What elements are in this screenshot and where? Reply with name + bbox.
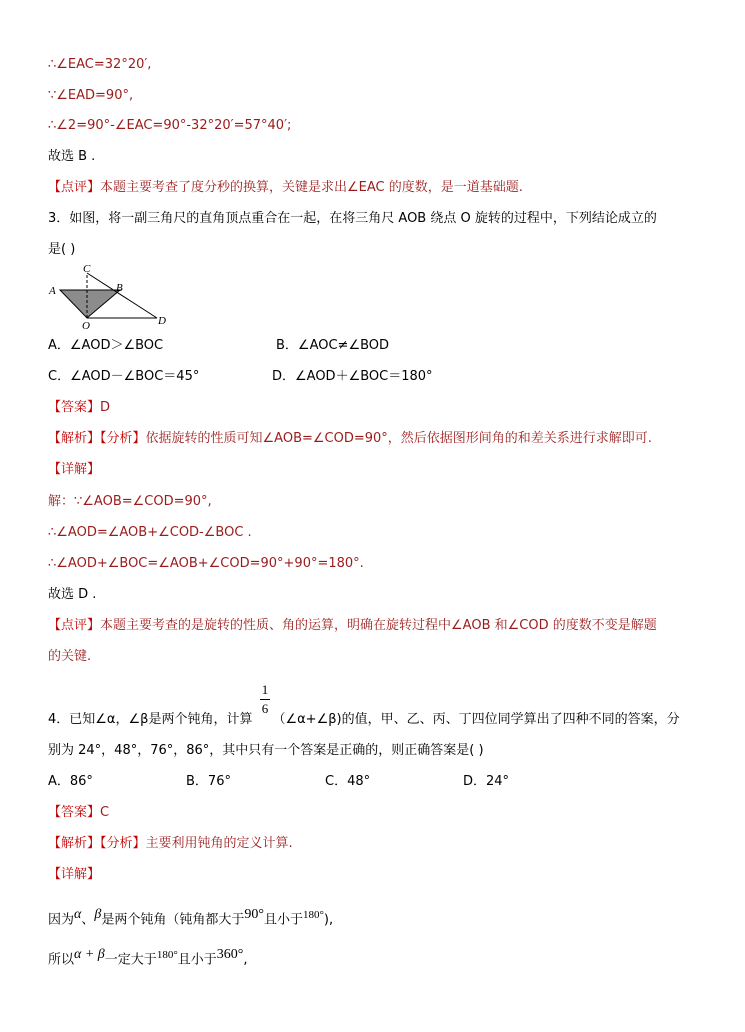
text-comma: ,	[243, 952, 248, 968]
q4-stem-post: （∠α+∠β)的值，甲、乙、丙、丁四位同学算出了四种不同的答案，分	[272, 712, 680, 727]
q3-comment	[48, 617, 657, 635]
q4-stem-line-2: 别为 24°，48°，76°，86°，其中只有一个答案是正确的，则正确答案是( )	[48, 743, 484, 758]
label-b: B	[116, 282, 123, 294]
label-c: C	[83, 264, 91, 275]
answer-tag: 【答案】	[48, 805, 101, 820]
fraction-numerator: 1	[261, 682, 269, 697]
text-because: 因为	[48, 912, 75, 928]
q3-option-b: B．∠AOC≠∠BOD	[276, 338, 390, 353]
text-greater: 一定大于	[104, 952, 157, 968]
label-o: O	[82, 320, 90, 332]
deg-90: 90°	[244, 907, 264, 922]
q3-detail-tag: 【详解】	[48, 462, 101, 477]
q3-stem-line-1: 3．如图，将一副三角尺的直角顶点重合在一起，在将三角尺 AOB 绕点 O 旋转的过程中，下列结论成立的	[48, 211, 657, 226]
q4-option-b: B．76°	[186, 774, 231, 789]
q3-option-a: A．∠AOD＞∠BOC	[48, 338, 164, 353]
deg-180-a: 180°	[303, 909, 324, 921]
text-and-less: 且小于	[177, 952, 217, 968]
analysis-tag: 【解析】【分析】	[48, 836, 146, 851]
deg-360: 360°	[216, 947, 244, 962]
text-and-less: 且小于	[264, 912, 304, 928]
solution-line-1: ∴∠EAC=32°20′,	[48, 57, 152, 72]
q3-solution-line-2: ∴∠AOD=∠AOB+∠COD-∠BOC .	[48, 525, 252, 540]
fraction-denominator: 6	[261, 701, 269, 716]
text-obtuse: 是两个钝角（钝角都大于	[101, 912, 245, 928]
q4-detail-line-2	[48, 944, 247, 971]
q4-stem-pre: 4．已知∠α，∠β是两个钝角，计算	[48, 712, 253, 727]
q4-stem-line-1	[48, 711, 680, 729]
q3-comment-line-2: 的关键.	[48, 649, 92, 664]
q3-figure	[44, 264, 176, 332]
q4-option-a: A．86°	[48, 774, 93, 789]
q3-option-d: D．∠AOD＋∠BOC＝180°	[272, 369, 433, 384]
answer-tag: 【答案】	[48, 400, 101, 415]
text-close: ),	[323, 912, 334, 928]
separator: 、	[81, 912, 95, 928]
deg-180-b: 180°	[156, 949, 178, 961]
sum-expression: α + β	[74, 947, 105, 962]
comment-tag: 【点评】	[48, 618, 101, 633]
q3-solution-line-1: 解：∵∠AOB=∠COD=90°,	[48, 494, 212, 509]
analysis-tag: 【解析】【分析】	[48, 431, 146, 446]
alpha-symbol: α	[74, 907, 82, 922]
comment-text: 本题主要考查的是旋转的性质、角的运算，明确在旋转过程中∠AOB 和∠COD 的度数不变是解题	[100, 618, 657, 633]
solution-conclusion: 故选 B .	[48, 149, 96, 164]
q4-answer	[48, 804, 109, 822]
answer-value: D	[100, 400, 111, 415]
q3-answer	[48, 399, 110, 417]
q4-detail-line-1	[48, 904, 333, 931]
q4-detail-tag: 【详解】	[48, 867, 101, 882]
q4-option-c: C．48°	[325, 774, 371, 789]
comment-text: 本题主要考查了度分秒的换算，关键是求出∠EAC 的度数，是一道基础题.	[100, 180, 523, 195]
analysis-text: 依据旋转的性质可知∠AOB=∠COD=90°，然后依据图形间角的和差关系进行求解即可.	[145, 431, 652, 446]
q4-option-d: D．24°	[463, 774, 510, 789]
text-so: 所以	[48, 952, 75, 968]
beta-symbol: β	[94, 907, 102, 922]
solution-line-3: ∴∠2=90°-∠EAC=90°-32°20′=57°40′;	[48, 118, 292, 133]
analysis-text: 主要利用钝角的定义计算.	[145, 836, 293, 851]
comment-tag: 【点评】	[48, 180, 101, 195]
q3-analysis	[48, 430, 652, 448]
q4-analysis	[48, 835, 293, 853]
label-d: D	[158, 315, 166, 327]
triangle-aob	[60, 290, 120, 318]
q3-stem-line-2: 是( )	[48, 242, 76, 257]
q3-solution-conclusion: 故选 D .	[48, 587, 97, 602]
fraction-bar	[260, 699, 270, 700]
answer-value: C	[100, 805, 110, 820]
solution-line-2: ∵∠EAD=90°,	[48, 88, 134, 103]
label-a: A	[49, 285, 56, 297]
q3-solution-line-3: ∴∠AOD+∠BOC=∠AOB+∠COD=90°+90°=180°.	[48, 556, 364, 571]
comment-block	[48, 179, 523, 197]
q3-option-c: C．∠AOD－∠BOC＝45°	[48, 369, 200, 384]
